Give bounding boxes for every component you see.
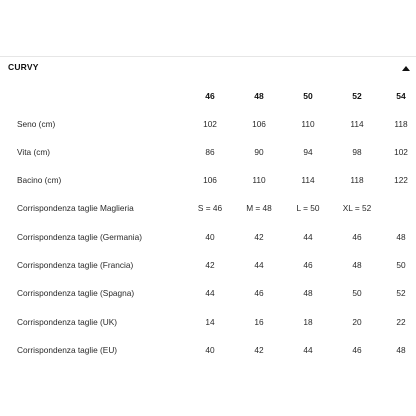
column-header-52: 52: [352, 91, 362, 101]
table-cell: 42: [254, 345, 264, 355]
table-cell: 46: [352, 345, 362, 355]
table-cell: 40: [205, 232, 215, 242]
table-row: [0, 232, 416, 246]
row-label: Bacino (cm): [17, 175, 62, 185]
table-cell: 46: [254, 288, 264, 298]
table-cell: 102: [203, 119, 217, 129]
table-cell: 18: [303, 317, 313, 327]
table-cell: 50: [352, 288, 362, 298]
table-cell: 114: [350, 119, 364, 129]
table-cell: 114: [301, 175, 315, 185]
table-cell: S = 46: [197, 203, 223, 213]
table-cell: 90: [254, 147, 264, 157]
table-cell: 86: [205, 147, 215, 157]
table-cell: 94: [303, 147, 313, 157]
table-cell: 20: [352, 317, 362, 327]
table-cell: 50: [396, 260, 406, 270]
table-cell: 44: [254, 260, 264, 270]
table-cell: 52: [396, 288, 406, 298]
table-row: [0, 260, 416, 274]
table-cell: 14: [205, 317, 215, 327]
column-header-50: 50: [303, 91, 313, 101]
table-cell: 110: [252, 175, 266, 185]
table-cell: 106: [252, 119, 266, 129]
table-row: [0, 345, 416, 359]
table-cell: 44: [205, 288, 215, 298]
table-row: [0, 119, 416, 133]
table-cell: 48: [396, 345, 406, 355]
table-cell: 98: [352, 147, 362, 157]
table-row: [0, 288, 416, 302]
table-row: [0, 203, 416, 217]
row-label: Corrispondenza taglie (EU): [17, 345, 118, 355]
table-cell: 42: [254, 232, 264, 242]
table-cell: 118: [350, 175, 364, 185]
table-cell: 118: [394, 119, 408, 129]
table-cell: 44: [303, 345, 313, 355]
column-header-48: 48: [254, 91, 264, 101]
table-row: [0, 147, 416, 161]
row-label: Corrispondenza taglie (Germania): [17, 232, 142, 242]
table-cell: 122: [394, 175, 408, 185]
section-title: CURVY: [8, 62, 39, 72]
table-row: [0, 175, 416, 189]
table-cell: L = 50: [296, 203, 320, 213]
table-cell: 48: [303, 288, 313, 298]
table-cell: 40: [205, 345, 215, 355]
table-cell: 110: [301, 119, 315, 129]
row-label: Vita (cm): [17, 147, 51, 157]
table-cell: XL = 52: [342, 203, 372, 213]
column-header-54: 54: [396, 91, 406, 101]
row-label: Corrispondenza taglie (Francia): [17, 260, 134, 270]
column-header-46: 46: [205, 91, 215, 101]
row-label: Corrispondenza taglie Maglieria: [17, 203, 134, 213]
row-label: Corrispondenza taglie (UK): [17, 317, 118, 327]
table-cell: 102: [394, 147, 408, 157]
table-cell: 16: [254, 317, 264, 327]
table-cell: 46: [352, 232, 362, 242]
table-cell: 48: [352, 260, 362, 270]
table-cell: 42: [205, 260, 215, 270]
table-cell: 44: [303, 232, 313, 242]
table-cell: M = 48: [246, 203, 272, 213]
table-cell: 22: [396, 317, 406, 327]
table-cell: 106: [203, 175, 217, 185]
row-label: Corrispondenza taglie (Spagna): [17, 288, 135, 298]
table-cell: 46: [303, 260, 313, 270]
table-cell: 48: [396, 232, 406, 242]
table-row: [0, 317, 416, 331]
row-label: Seno (cm): [17, 119, 56, 129]
